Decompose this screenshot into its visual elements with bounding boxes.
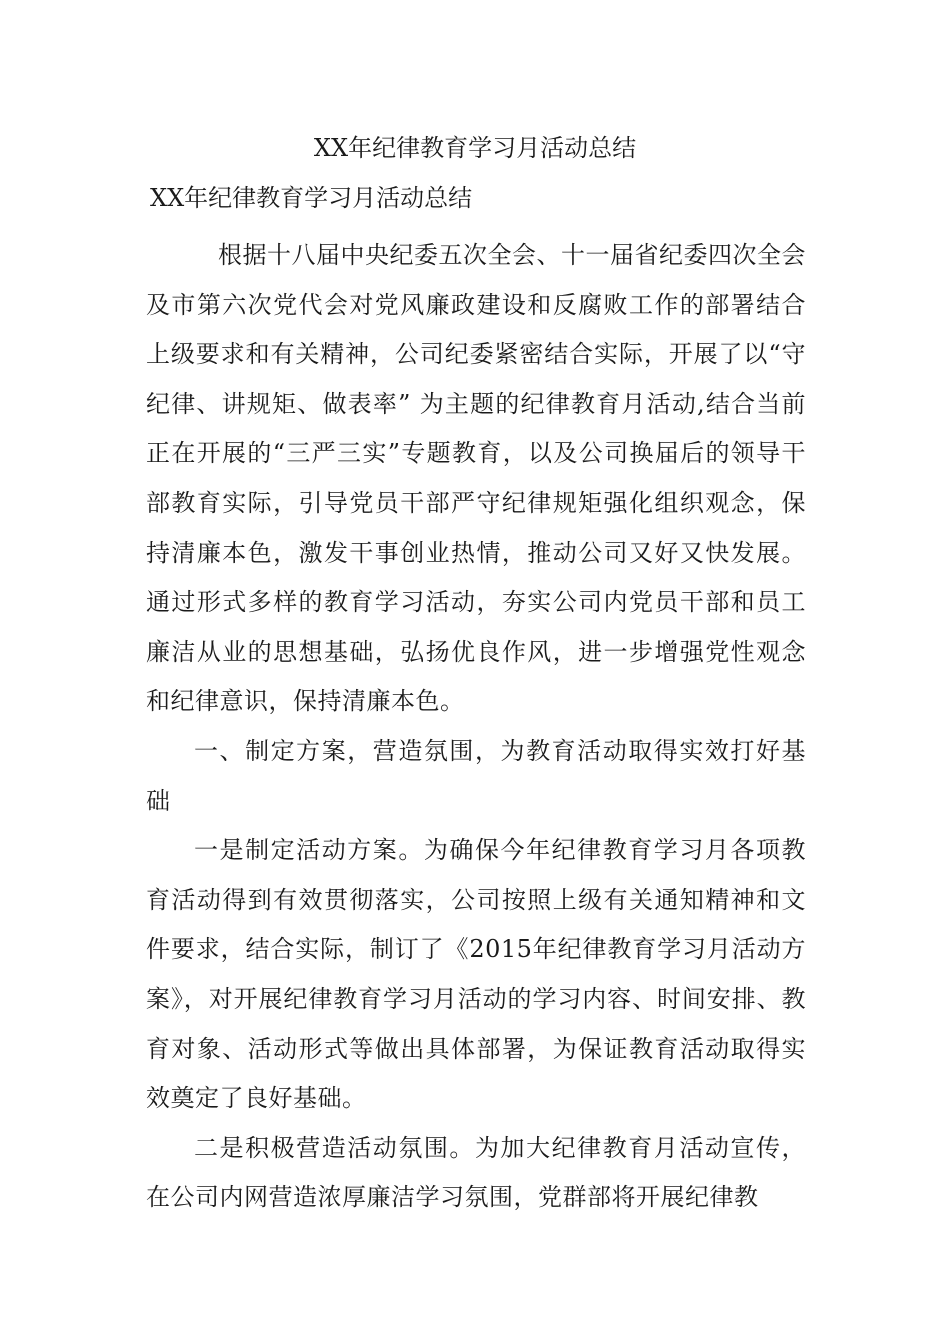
document-title: XX年纪律教育学习月活动总结 bbox=[313, 134, 637, 162]
document-subtitle: XX年纪律教育学习月活动总结 bbox=[150, 184, 473, 212]
paragraph-atmosphere: 二是积极营造活动氛围。为加大纪律教育月活动宣传，在公司内网营造浓厚廉洁学习氛围，党群部将开展纪律教 bbox=[146, 1133, 806, 1212]
paragraph-intro: 根据十八届中央纪委五次全会、十一届省纪委四次全会及市第六次党代会对党风廉政建设和反腐败工作的部署结合上级要求和有关精神，公司纪委紧密结合实际，开展了以“守纪律、讲规矩、做表率” 为主题的纪律教育月活动,结合当前正在开展的“三严三实”专题教育，以及公司换届后的领导干部教育实际，引导党员干部严守纪律规矩强化组织观念，保持清廉本色，激发干事创业热情，推动公司又好又快发展。通过形式多样的教育学习活动，夯实公司内党员干部和员工廉洁从业的思想基础，弘扬优良作风，进一步增强党性观念和纪律意识，保持清廉本色。 bbox=[146, 241, 806, 716]
document-body bbox=[146, 231, 806, 1223]
paragraph-plan: 一是制定活动方案。为确保今年纪律教育学习月各项教育活动得到有效贯彻落实，公司按照上级有关通知精神和文件要求，结合实际，制订了《2015年纪律教育学习月活动方案》，对开展纪律教育学习月活动的学习内容、时间安排、教育对象、活动形式等做出具体部署，为保证教育活动取得实效奠定了良好基础。 bbox=[146, 836, 806, 1113]
section-heading-1: 一、制定方案，营造氛围，为教育活动取得实效打好基础 bbox=[146, 736, 806, 815]
